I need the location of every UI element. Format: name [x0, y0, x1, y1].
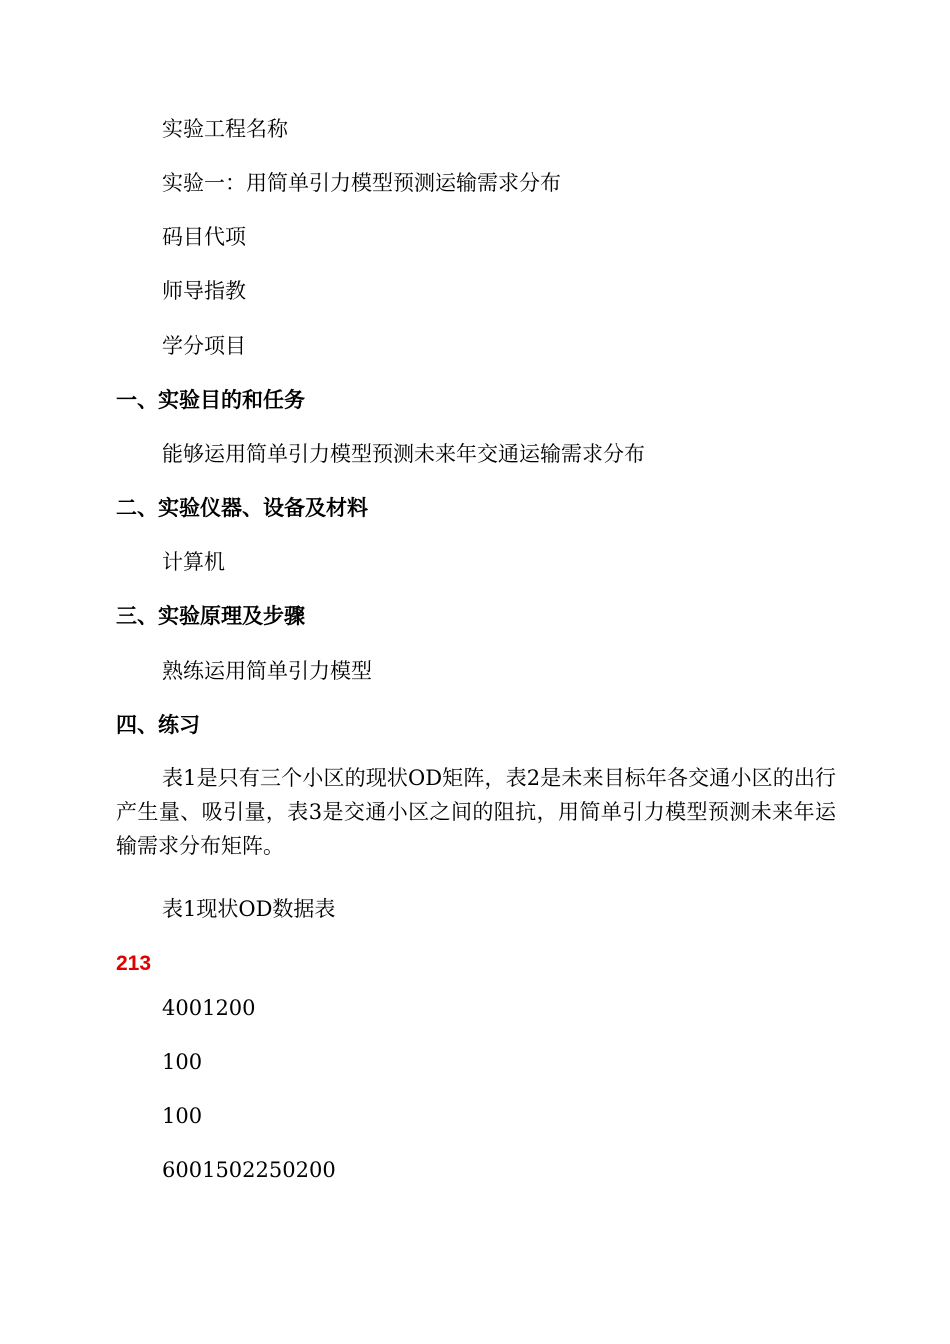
data-line-4: 6001502250200	[162, 1158, 336, 1182]
section1-body: 能够运用简单引力模型预测未来年交通运输需求分布	[162, 442, 645, 466]
data-line-3: 100	[162, 1104, 203, 1128]
data-line-2: 100	[162, 1050, 203, 1074]
data-line-1: 4001200	[162, 996, 256, 1020]
table1-caption: 表1现状OD数据表	[162, 897, 336, 921]
project-code-label: 码目代项	[162, 225, 246, 249]
experiment-title: 实验一：用简单引力模型预测运输需求分布	[162, 171, 561, 195]
section3-heading: 三、实验原理及步骤	[116, 604, 305, 628]
highlight-number: 213	[116, 952, 152, 975]
section3-body: 熟练运用简单引力模型	[162, 659, 372, 683]
section1-heading: 一、实验目的和任务	[116, 388, 305, 412]
credits-label: 学分项目	[162, 334, 246, 358]
instructor-label: 师导指教	[162, 279, 246, 303]
section2-heading: 二、实验仪器、设备及材料	[116, 496, 368, 520]
project-name-label: 实验工程名称	[162, 117, 288, 141]
section2-body: 计算机	[162, 550, 225, 574]
section4-heading: 四、练习	[116, 713, 200, 737]
section4-paragraph: 表1是只有三个小区的现状OD矩阵，表2是未来目标年各交通小区的出行产生量、吸引量，表3是交通小区之间的阻抗，用简单引力模型预测未来年运输需求分布矩阵。	[116, 766, 836, 858]
